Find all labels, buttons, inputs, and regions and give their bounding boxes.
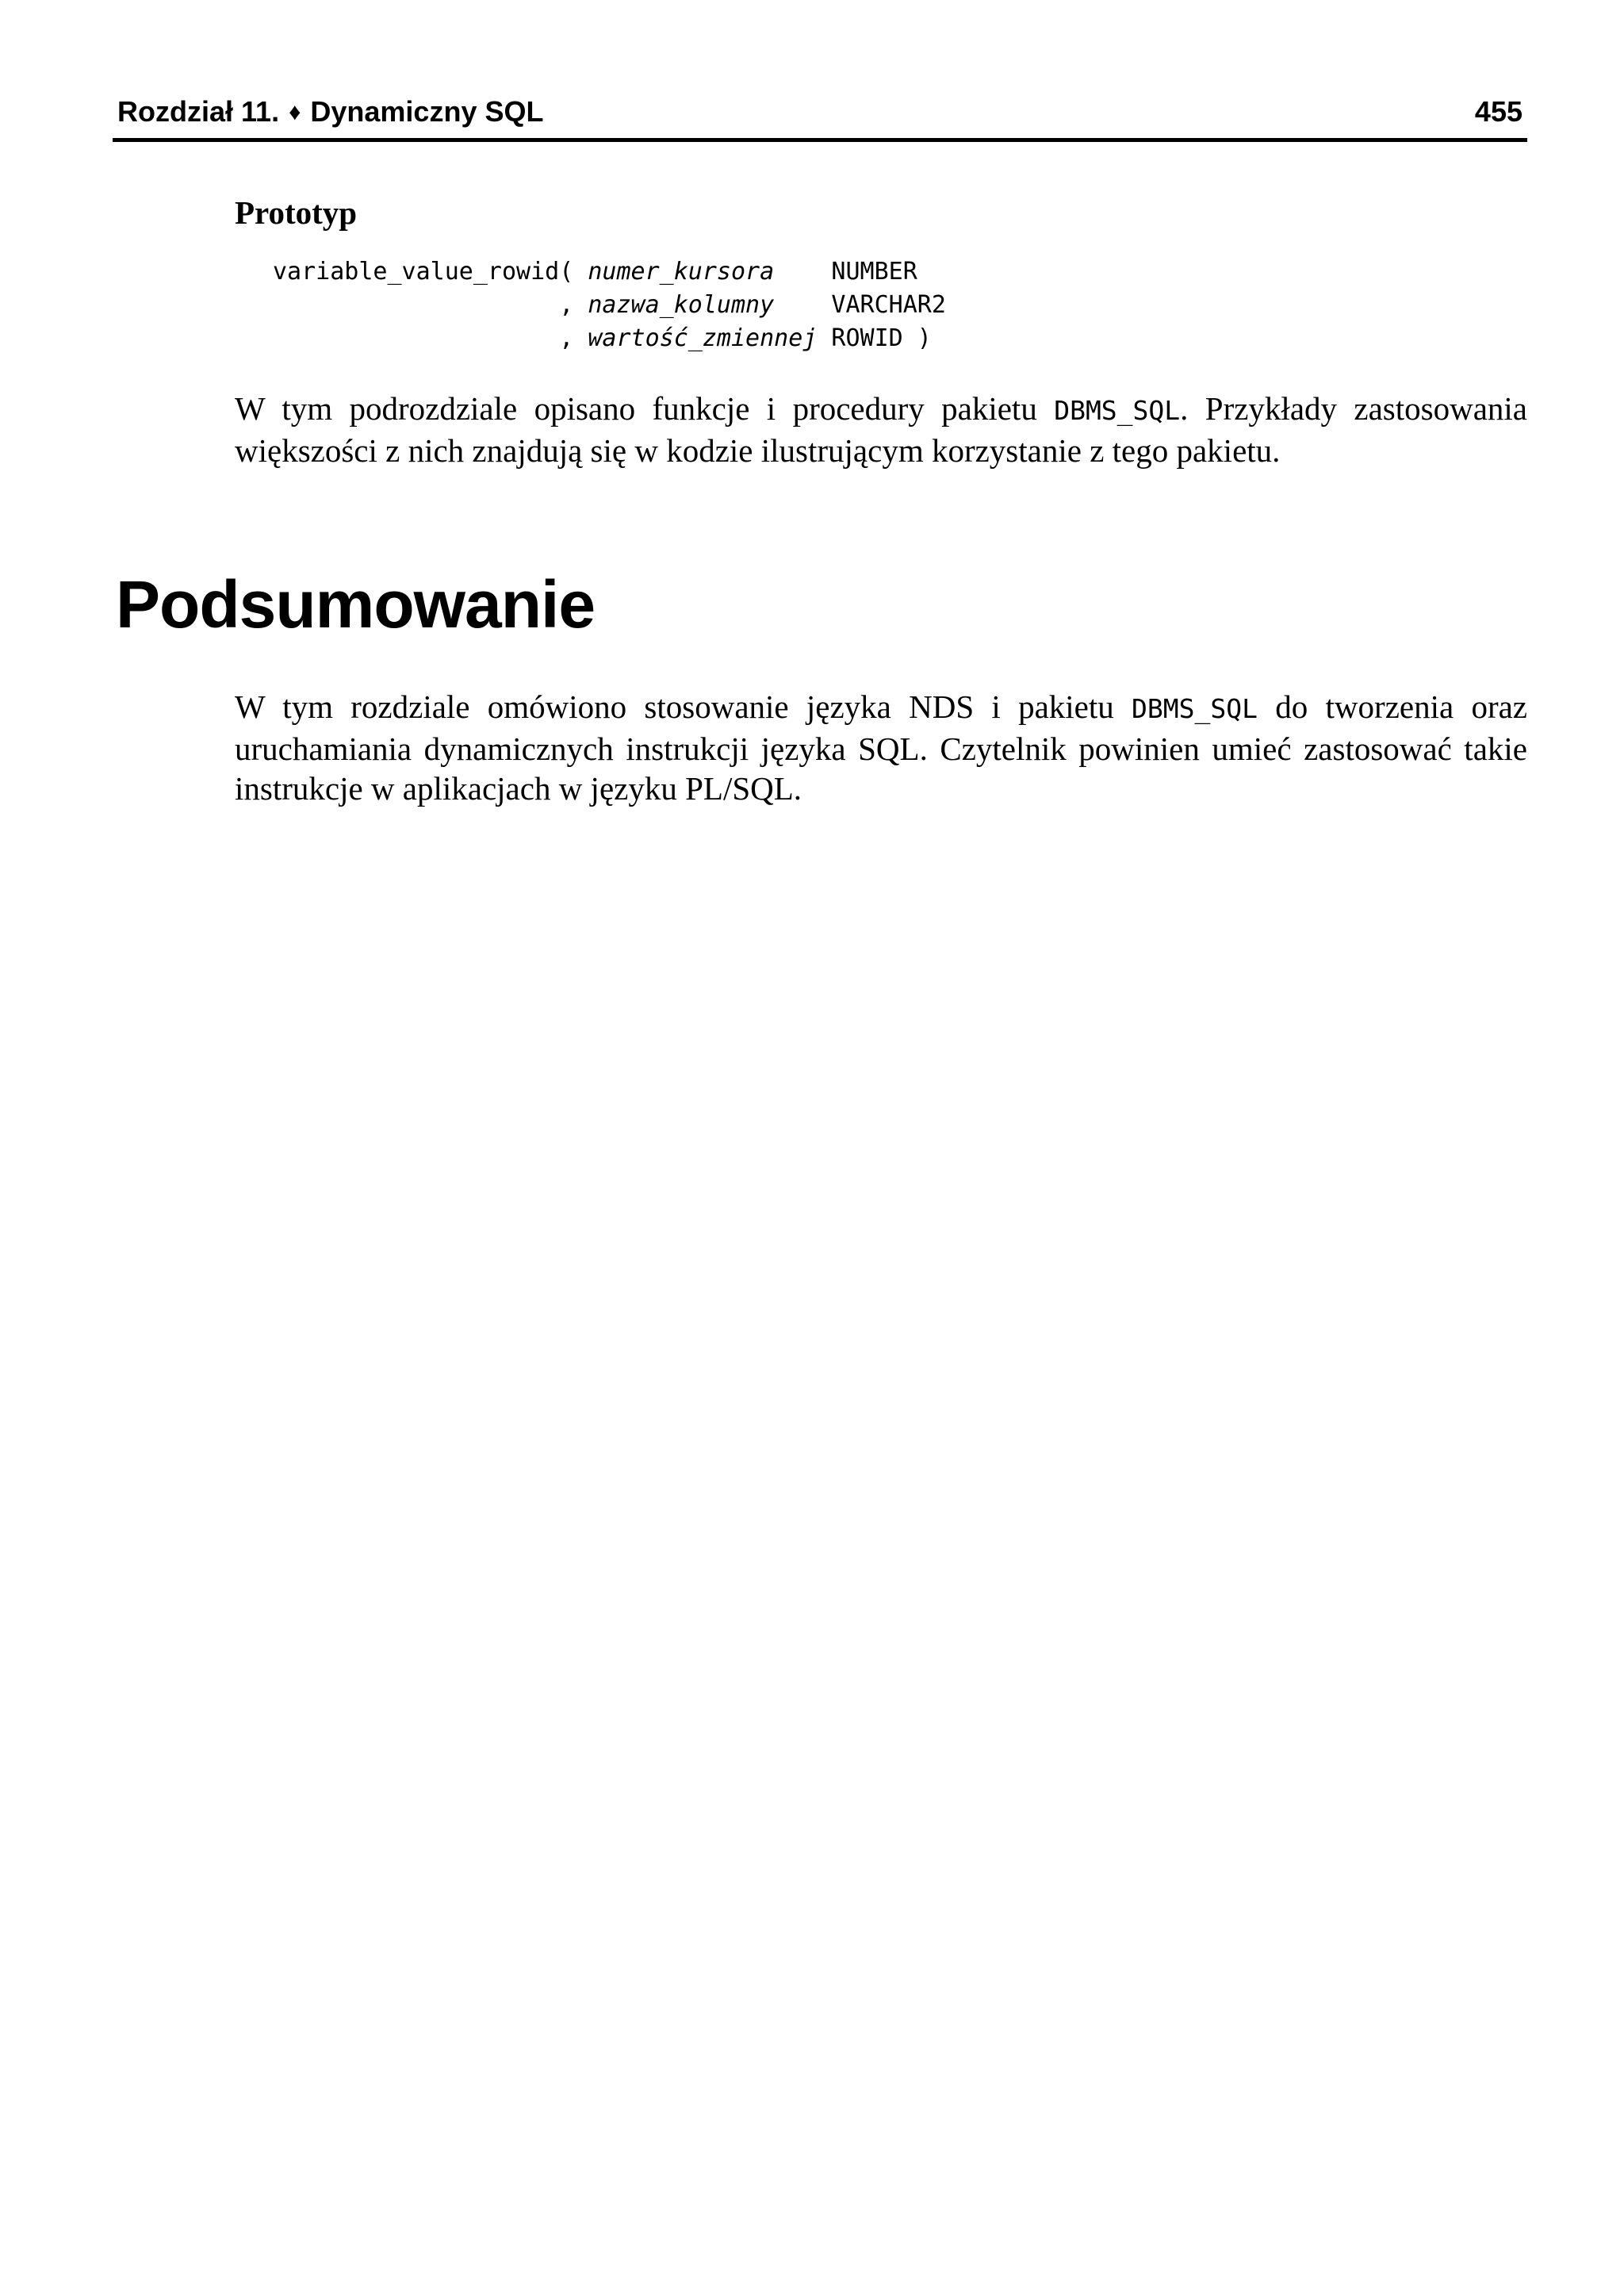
summary-heading: Podsumowanie	[116, 567, 596, 642]
paragraph-text: W tym rozdziale omówiono stosowanie języka NDS i pakietu	[235, 688, 1132, 725]
code-param-lead: ,	[559, 324, 588, 352]
summary-paragraph	[235, 687, 1527, 808]
chapter-label: Rozdział 11.	[117, 95, 280, 128]
code-param-name: wartość_zmiennej	[588, 324, 818, 352]
code-param-lead: ,	[559, 291, 588, 319]
paragraph-text: . Przykłady zastosowania większości z nich znajdują się w kodzie ilustrującym korzystanie z tego pakietu.	[235, 390, 1527, 469]
intro-paragraph	[235, 389, 1527, 470]
code-function-name: variable_value_rowid(	[273, 258, 574, 286]
running-title	[117, 95, 543, 128]
paragraph-text: do tworzenia oraz uruchamiania dynamicznych instrukcji języka SQL. Czytelnik powinien umieć zastosować takie instrukcje w aplikacjach w języku PL/SQL.	[235, 688, 1527, 807]
code-param-name: nazwa_kolumny	[588, 291, 775, 319]
code-block	[273, 255, 946, 355]
code-param-type: ROWID	[831, 324, 903, 352]
page-number: 455	[1474, 95, 1522, 128]
diamond-separator-icon: ♦	[289, 99, 301, 125]
inline-code: DBMS_SQL	[1132, 693, 1258, 724]
code-param-name: numer_kursora	[588, 258, 775, 286]
chapter-topic: Dynamiczny SQL	[310, 95, 544, 128]
code-param-type: NUMBER	[831, 258, 917, 286]
code-param-tail: )	[902, 324, 932, 352]
prototype-heading: Prototyp	[235, 194, 358, 231]
running-header	[113, 94, 1527, 142]
code-param-type: VARCHAR2	[831, 291, 946, 319]
paragraph-text: W tym podrozdziale opisano funkcje i procedury pakietu	[235, 390, 1055, 427]
inline-code: DBMS_SQL	[1054, 395, 1181, 426]
